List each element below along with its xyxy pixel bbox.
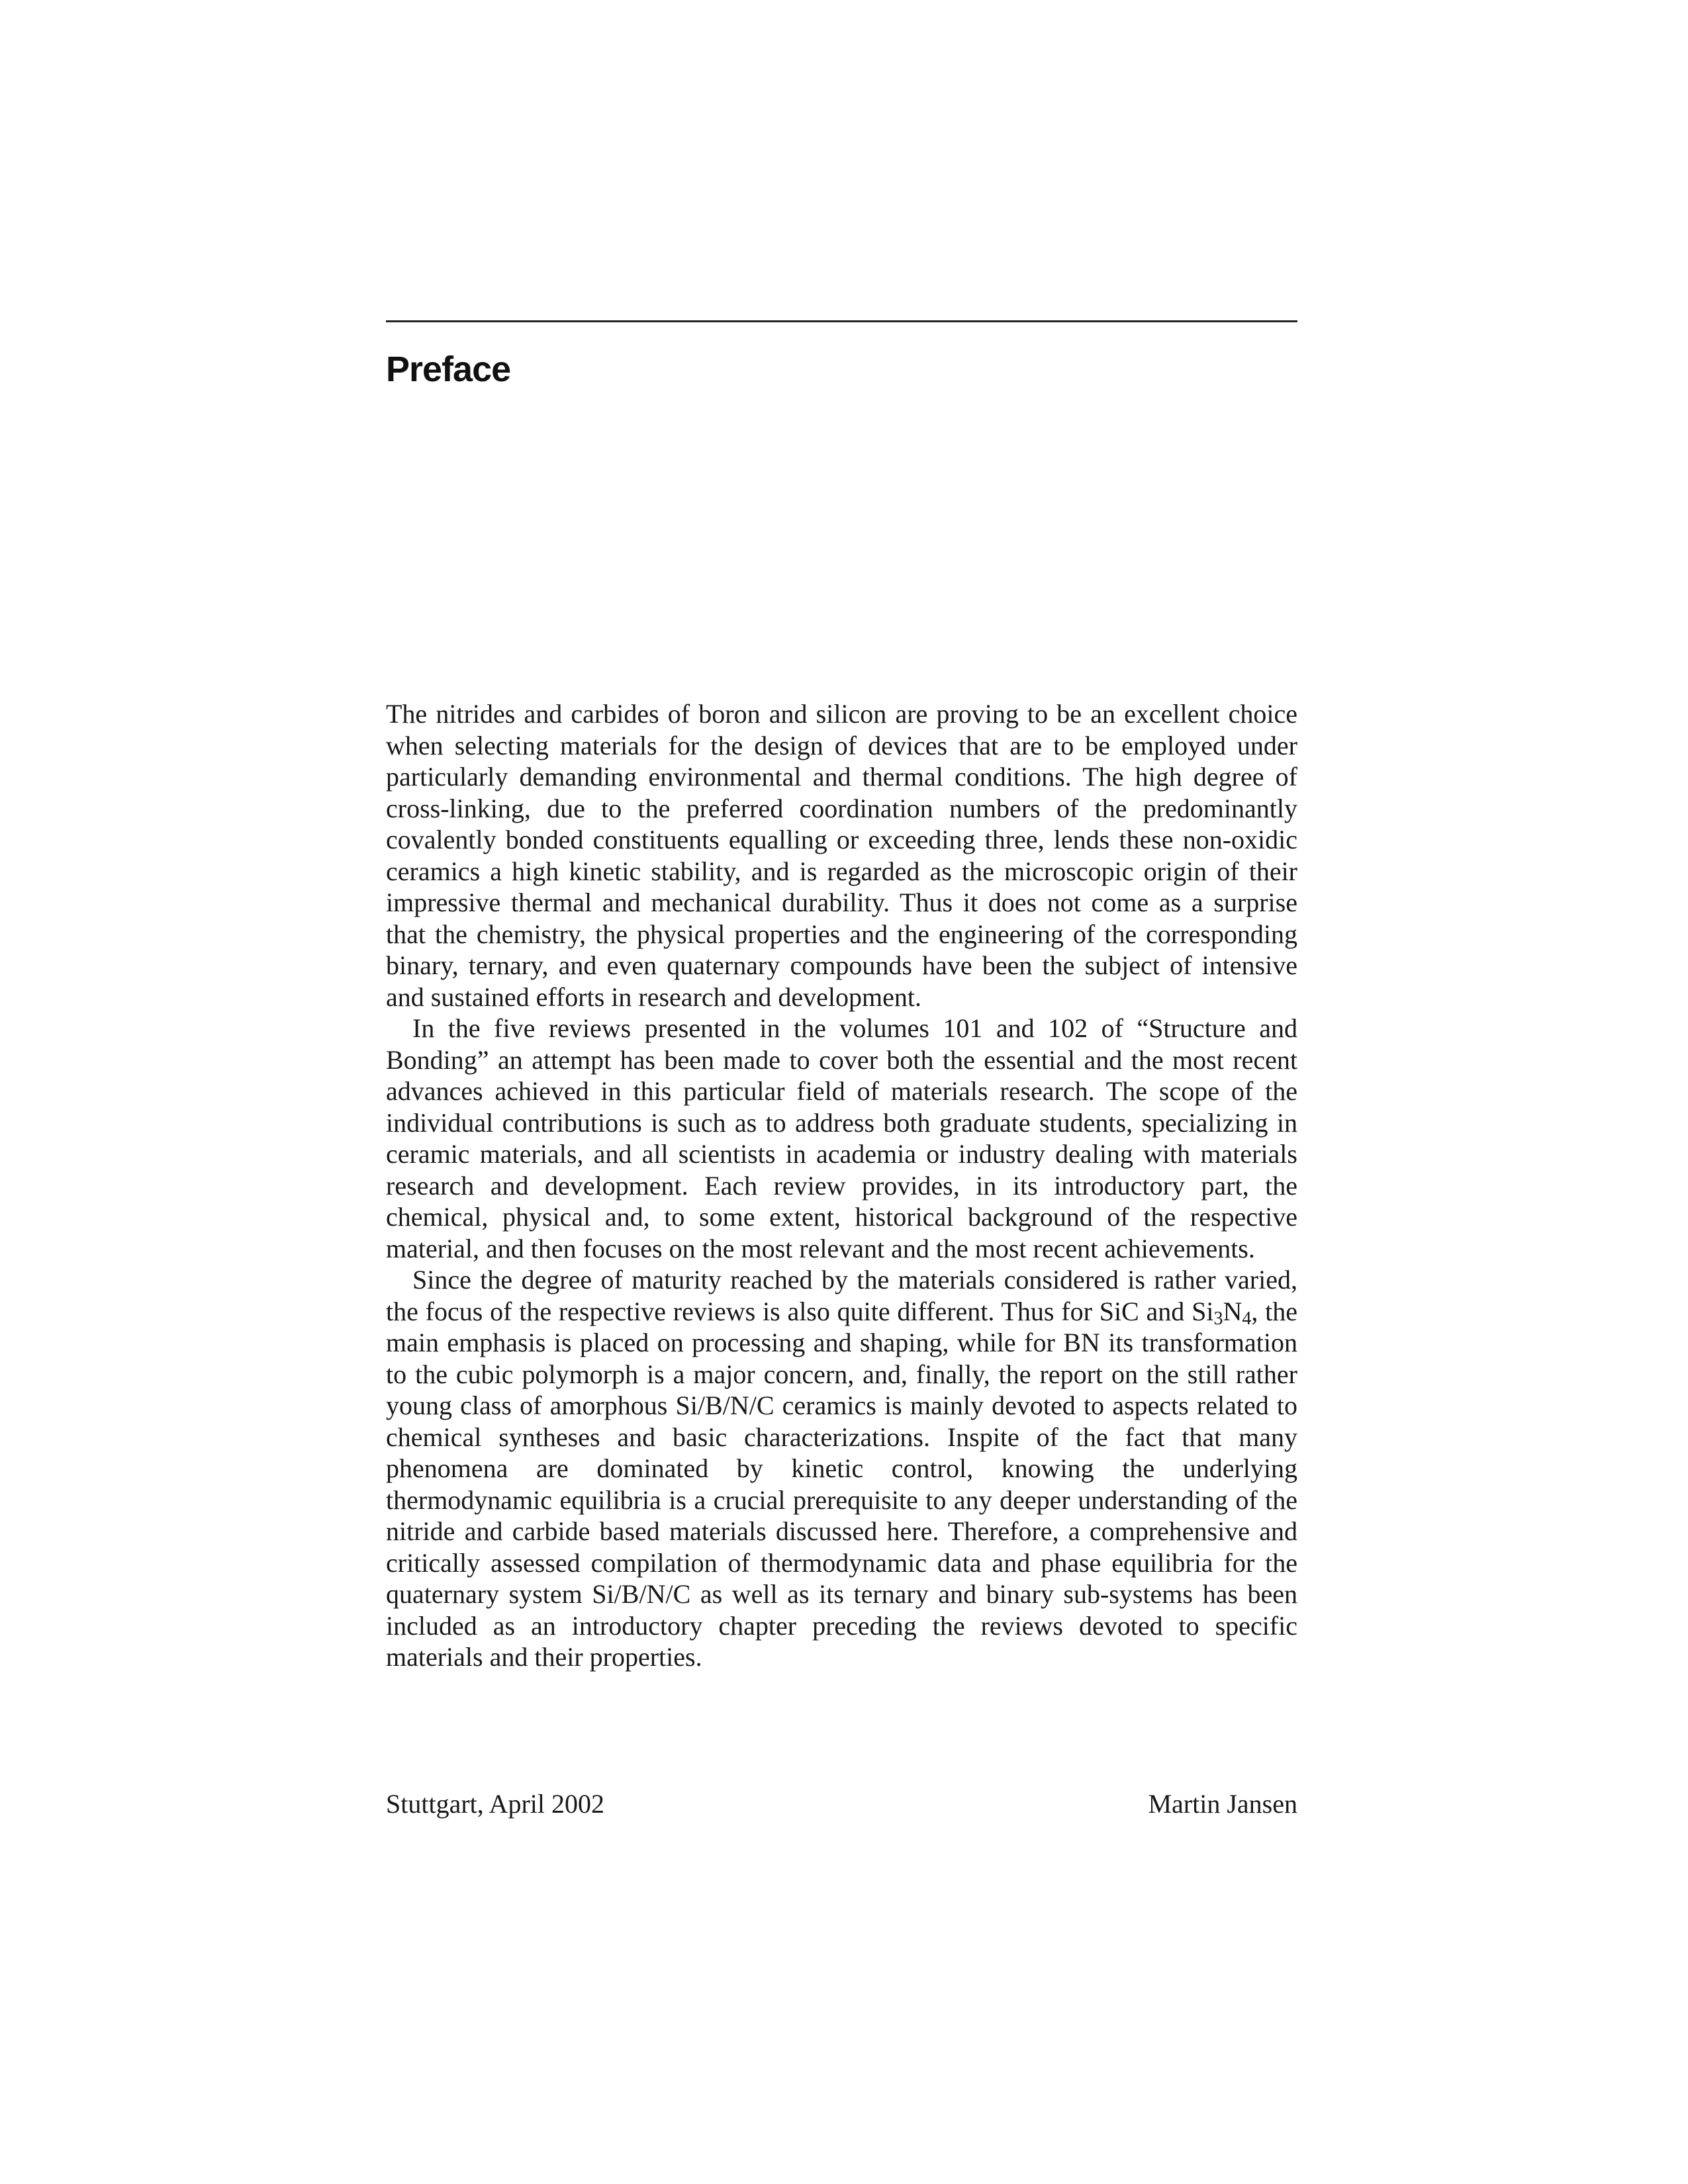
place-date: Stuttgart, April 2002 (386, 1789, 604, 1819)
title-rule (386, 320, 1297, 322)
paragraph-2: In the five reviews presented in the volumes 101 and 102 of “Structure and Bonding” an attempt has been made to cover both the essential and the most recent advances achieved in this particular field of materials research. The scope of the individual contributions is such as to address both graduate students, specializing in ceramic materials, and all scientists in academia or industry dealing with materials research and development. Each review provides, in its introductory part, the chemical, physical and, to some extent, historical background of the respective material, and then focuses on the most relevant and the most recent achievements. (386, 1013, 1297, 1263)
paragraph-3 (386, 1264, 1297, 1673)
preface-body (386, 698, 1297, 1673)
subscript-4: 4 (1242, 1308, 1252, 1329)
signature-line (386, 1788, 1297, 1820)
paragraph-1: The nitrides and carbides of boron and silicon are proving to be an excellent choice when selecting materials for the design of devices that are to be employed under particularly demanding environmental and thermal conditions. The high degree of cross-linking, due to the preferred coordination numbers of the predominantly covalently bonded constituents equalling or exceeding three, lends these non-oxidic ceramics a high kinetic stability, and is regarded as the microscopic origin of their impressive thermal and mechanical durability. Thus it does not come as a surprise that the chemistry, the physical properties and the engineering of the corresponding binary, ternary, and even quaternary compounds have been the subject of intensive and sustained efforts in research and development. (386, 699, 1297, 1012)
page-title: Preface (386, 349, 511, 389)
author-name: Martin Jansen (1148, 1789, 1297, 1819)
subscript-3: 3 (1213, 1308, 1223, 1329)
paragraph-3-part-2: N (1223, 1296, 1243, 1326)
paragraph-3-part-1: Since the degree of maturity reached by the materials considered is rather varied, the focus of the respective reviews is also quite different. Thus for SiC and Si (386, 1265, 1297, 1326)
paragraph-3-part-3: , the main emphasis is placed on processing and shaping, while for BN its transformation to the cubic polymorph is a major concern, and, finally, the report on the still rather young class of amorphous Si/B/N/C ceramics is mainly devoted to aspects related to chemical syntheses and basic characterizations. Inspite of the fact that many phenomena are dominated by kinetic control, knowing the underlying thermodynamic equilibria is a crucial prerequisite to any deeper understanding of the nitride and carbide based materials discussed here. Therefore, a comprehensive and critically assessed compilation of thermodynamic data and phase equilibria for the quaternary system Si/B/N/C as well as its ternary and binary sub-systems has been included as an introductory chapter preceding the reviews devoted to specific materials and their properties. (386, 1296, 1298, 1672)
